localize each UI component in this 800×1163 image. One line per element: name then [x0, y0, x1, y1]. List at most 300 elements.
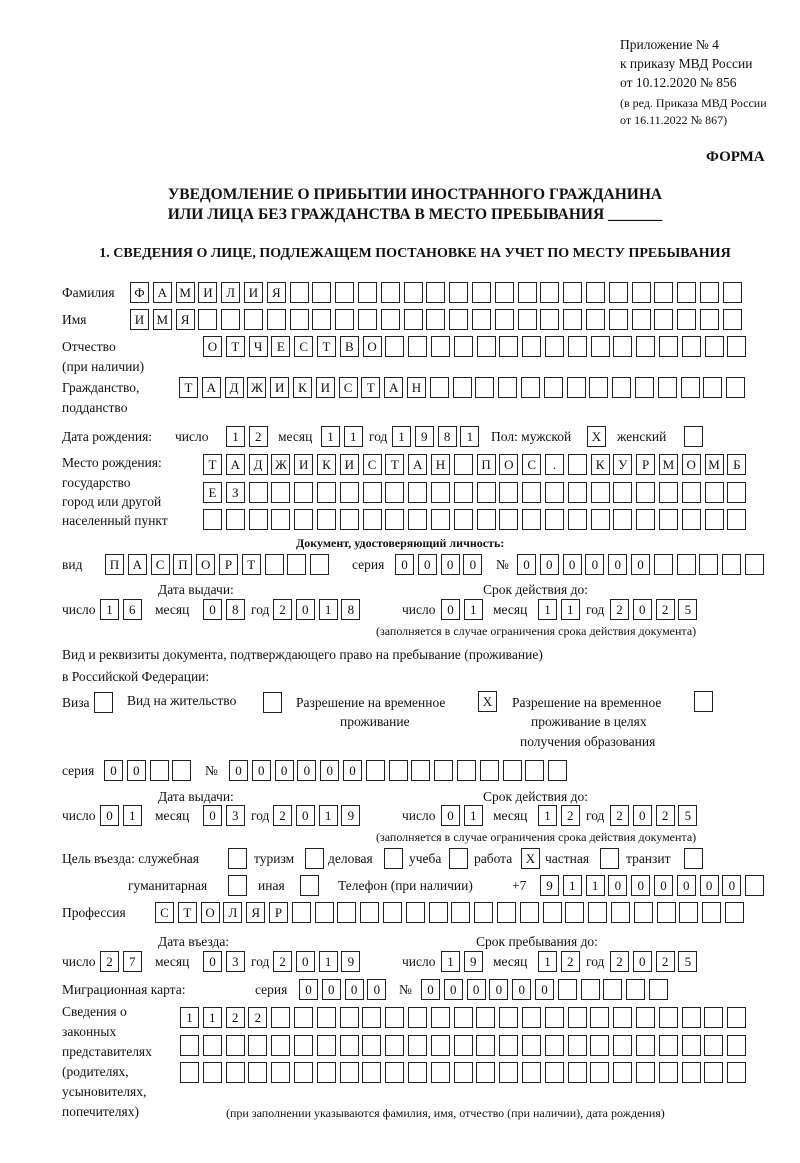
- char-cell[interactable]: [636, 509, 655, 530]
- char-cell[interactable]: 2: [656, 805, 675, 826]
- char-cell[interactable]: [723, 309, 742, 330]
- purpose-transit-checkbox[interactable]: [684, 848, 703, 869]
- char-cell[interactable]: 2: [610, 599, 629, 620]
- char-cell[interactable]: [700, 309, 719, 330]
- entry-year-field[interactable]: [273, 951, 360, 972]
- char-cell[interactable]: 9: [464, 951, 483, 972]
- char-cell[interactable]: [335, 309, 354, 330]
- stay-month-field[interactable]: [538, 951, 580, 972]
- char-cell[interactable]: [543, 902, 562, 923]
- char-cell[interactable]: 8: [438, 426, 457, 447]
- char-cell[interactable]: [203, 1035, 222, 1056]
- char-cell[interactable]: 2: [226, 1007, 245, 1028]
- char-cell[interactable]: М: [705, 454, 724, 475]
- char-cell[interactable]: Т: [226, 336, 245, 357]
- char-cell[interactable]: [727, 509, 746, 530]
- char-cell[interactable]: [563, 309, 582, 330]
- purpose-business-checkbox[interactable]: [384, 848, 403, 869]
- char-cell[interactable]: [385, 509, 404, 530]
- char-cell[interactable]: [613, 1062, 632, 1083]
- char-cell[interactable]: [503, 760, 522, 781]
- char-cell[interactable]: [340, 482, 359, 503]
- char-cell[interactable]: [431, 1007, 450, 1028]
- char-cell[interactable]: [727, 1062, 746, 1083]
- char-cell[interactable]: И: [316, 377, 335, 398]
- char-cell[interactable]: [426, 309, 445, 330]
- char-cell[interactable]: Т: [178, 902, 197, 923]
- char-cell[interactable]: [477, 482, 496, 503]
- char-cell[interactable]: [654, 554, 673, 575]
- char-cell[interactable]: Ж: [271, 454, 290, 475]
- char-cell[interactable]: [499, 1035, 518, 1056]
- char-cell[interactable]: [290, 282, 309, 303]
- char-cell[interactable]: Н: [407, 377, 426, 398]
- char-cell[interactable]: [498, 377, 517, 398]
- char-cell[interactable]: 0: [367, 979, 386, 1000]
- char-cell[interactable]: [340, 1035, 359, 1056]
- char-cell[interactable]: [600, 848, 619, 869]
- entry-day-field[interactable]: [100, 951, 142, 972]
- char-cell[interactable]: [703, 377, 722, 398]
- char-cell[interactable]: 0: [631, 554, 650, 575]
- char-cell[interactable]: [636, 482, 655, 503]
- char-cell[interactable]: [745, 875, 764, 896]
- char-cell[interactable]: 0: [320, 760, 339, 781]
- char-cell[interactable]: [449, 282, 468, 303]
- char-cell[interactable]: [590, 1007, 609, 1028]
- char-cell[interactable]: [632, 282, 651, 303]
- char-cell[interactable]: 0: [421, 979, 440, 1000]
- char-cell[interactable]: [613, 1007, 632, 1028]
- char-cell[interactable]: А: [384, 377, 403, 398]
- char-cell[interactable]: Т: [361, 377, 380, 398]
- char-cell[interactable]: 0: [633, 951, 652, 972]
- char-cell[interactable]: [362, 1062, 381, 1083]
- char-cell[interactable]: [335, 282, 354, 303]
- char-cell[interactable]: [385, 1035, 404, 1056]
- char-cell[interactable]: [540, 309, 559, 330]
- char-cell[interactable]: [150, 760, 169, 781]
- id-kind-field[interactable]: [105, 554, 329, 575]
- citizenship-field[interactable]: [179, 377, 745, 398]
- id-valid-day-field[interactable]: [441, 599, 483, 620]
- char-cell[interactable]: 2: [610, 805, 629, 826]
- id-valid-month-field[interactable]: [538, 599, 580, 620]
- char-cell[interactable]: 0: [441, 599, 460, 620]
- char-cell[interactable]: [294, 1035, 313, 1056]
- char-cell[interactable]: 2: [273, 951, 292, 972]
- char-cell[interactable]: 2: [273, 805, 292, 826]
- char-cell[interactable]: [657, 902, 676, 923]
- char-cell[interactable]: 8: [341, 599, 360, 620]
- char-cell[interactable]: X: [521, 848, 540, 869]
- patronymic-field[interactable]: [203, 336, 746, 357]
- char-cell[interactable]: З: [226, 482, 245, 503]
- char-cell[interactable]: [312, 309, 331, 330]
- char-cell[interactable]: [586, 309, 605, 330]
- char-cell[interactable]: [722, 554, 741, 575]
- char-cell[interactable]: [495, 282, 514, 303]
- char-cell[interactable]: [591, 336, 610, 357]
- char-cell[interactable]: [727, 1035, 746, 1056]
- char-cell[interactable]: [700, 282, 719, 303]
- entry-month-field[interactable]: [203, 951, 245, 972]
- char-cell[interactable]: [454, 1035, 473, 1056]
- char-cell[interactable]: [659, 1035, 678, 1056]
- char-cell[interactable]: [454, 509, 473, 530]
- migration-series-field[interactable]: [299, 979, 386, 1000]
- char-cell[interactable]: [449, 848, 468, 869]
- char-cell[interactable]: [518, 282, 537, 303]
- char-cell[interactable]: О: [682, 454, 701, 475]
- char-cell[interactable]: [591, 482, 610, 503]
- char-cell[interactable]: [454, 1007, 473, 1028]
- char-cell[interactable]: [659, 482, 678, 503]
- char-cell[interactable]: 1: [344, 426, 363, 447]
- char-cell[interactable]: [249, 482, 268, 503]
- char-cell[interactable]: Т: [317, 336, 336, 357]
- char-cell[interactable]: [449, 309, 468, 330]
- char-cell[interactable]: [408, 1035, 427, 1056]
- birthplace-row1[interactable]: [203, 454, 746, 475]
- char-cell[interactable]: [568, 1007, 587, 1028]
- char-cell[interactable]: [659, 336, 678, 357]
- representatives-row1[interactable]: [180, 1007, 746, 1028]
- char-cell[interactable]: [568, 482, 587, 503]
- char-cell[interactable]: 2: [610, 951, 629, 972]
- char-cell[interactable]: [271, 1035, 290, 1056]
- char-cell[interactable]: [499, 482, 518, 503]
- char-cell[interactable]: Я: [246, 902, 265, 923]
- char-cell[interactable]: С: [522, 454, 541, 475]
- char-cell[interactable]: А: [408, 454, 427, 475]
- char-cell[interactable]: [723, 282, 742, 303]
- char-cell[interactable]: [300, 875, 319, 896]
- char-cell[interactable]: [727, 1007, 746, 1028]
- char-cell[interactable]: [317, 482, 336, 503]
- char-cell[interactable]: [522, 509, 541, 530]
- char-cell[interactable]: [727, 482, 746, 503]
- char-cell[interactable]: М: [659, 454, 678, 475]
- char-cell[interactable]: 0: [203, 951, 222, 972]
- char-cell[interactable]: 0: [631, 875, 650, 896]
- char-cell[interactable]: 0: [104, 760, 123, 781]
- char-cell[interactable]: [226, 1035, 245, 1056]
- char-cell[interactable]: [659, 1062, 678, 1083]
- char-cell[interactable]: Т: [179, 377, 198, 398]
- char-cell[interactable]: [408, 1062, 427, 1083]
- char-cell[interactable]: 0: [297, 760, 316, 781]
- char-cell[interactable]: [725, 902, 744, 923]
- phone-field[interactable]: [540, 875, 764, 896]
- char-cell[interactable]: 1: [460, 426, 479, 447]
- residence-checkbox[interactable]: [263, 692, 282, 713]
- char-cell[interactable]: О: [499, 454, 518, 475]
- name-field[interactable]: [130, 309, 742, 330]
- char-cell[interactable]: 5: [678, 951, 697, 972]
- char-cell[interactable]: [385, 336, 404, 357]
- char-cell[interactable]: [705, 509, 724, 530]
- char-cell[interactable]: [385, 1007, 404, 1028]
- char-cell[interactable]: 1: [538, 599, 557, 620]
- char-cell[interactable]: [545, 336, 564, 357]
- char-cell[interactable]: [563, 282, 582, 303]
- char-cell[interactable]: [477, 509, 496, 530]
- char-cell[interactable]: 0: [395, 554, 414, 575]
- char-cell[interactable]: [609, 309, 628, 330]
- edu-residence-checkbox[interactable]: [694, 691, 713, 712]
- char-cell[interactable]: К: [591, 454, 610, 475]
- char-cell[interactable]: [565, 902, 584, 923]
- purpose-private-checkbox[interactable]: [600, 848, 619, 869]
- char-cell[interactable]: [635, 377, 654, 398]
- char-cell[interactable]: [385, 1062, 404, 1083]
- char-cell[interactable]: [362, 1035, 381, 1056]
- char-cell[interactable]: [431, 509, 450, 530]
- char-cell[interactable]: П: [173, 554, 192, 575]
- char-cell[interactable]: М: [153, 309, 172, 330]
- id-issue-day-field[interactable]: [100, 599, 142, 620]
- char-cell[interactable]: [271, 1007, 290, 1028]
- char-cell[interactable]: [634, 902, 653, 923]
- char-cell[interactable]: [315, 902, 334, 923]
- char-cell[interactable]: 1: [319, 805, 338, 826]
- char-cell[interactable]: [198, 309, 217, 330]
- char-cell[interactable]: Я: [176, 309, 195, 330]
- char-cell[interactable]: У: [613, 454, 632, 475]
- char-cell[interactable]: [588, 902, 607, 923]
- stay-day-field[interactable]: [441, 951, 483, 972]
- char-cell[interactable]: [454, 1062, 473, 1083]
- char-cell[interactable]: 0: [127, 760, 146, 781]
- birth-year-field[interactable]: [392, 426, 479, 447]
- char-cell[interactable]: 0: [345, 979, 364, 1000]
- char-cell[interactable]: [248, 1035, 267, 1056]
- char-cell[interactable]: [521, 377, 540, 398]
- char-cell[interactable]: [312, 282, 331, 303]
- char-cell[interactable]: Е: [203, 482, 222, 503]
- purpose-work-checkbox[interactable]: [521, 848, 540, 869]
- char-cell[interactable]: [497, 902, 516, 923]
- char-cell[interactable]: 0: [633, 599, 652, 620]
- char-cell[interactable]: [408, 336, 427, 357]
- char-cell[interactable]: 3: [226, 805, 245, 826]
- char-cell[interactable]: [94, 692, 113, 713]
- char-cell[interactable]: [305, 848, 324, 869]
- char-cell[interactable]: [704, 1007, 723, 1028]
- char-cell[interactable]: [658, 377, 677, 398]
- char-cell[interactable]: И: [294, 454, 313, 475]
- char-cell[interactable]: [649, 979, 668, 1000]
- char-cell[interactable]: [684, 848, 703, 869]
- char-cell[interactable]: [434, 760, 453, 781]
- char-cell[interactable]: [682, 336, 701, 357]
- char-cell[interactable]: И: [340, 454, 359, 475]
- char-cell[interactable]: А: [226, 454, 245, 475]
- char-cell[interactable]: [499, 509, 518, 530]
- char-cell[interactable]: [454, 336, 473, 357]
- char-cell[interactable]: [474, 902, 493, 923]
- char-cell[interactable]: [358, 309, 377, 330]
- char-cell[interactable]: 0: [700, 875, 719, 896]
- char-cell[interactable]: [203, 1062, 222, 1083]
- char-cell[interactable]: [337, 902, 356, 923]
- char-cell[interactable]: И: [130, 309, 149, 330]
- char-cell[interactable]: [726, 377, 745, 398]
- char-cell[interactable]: [654, 309, 673, 330]
- char-cell[interactable]: Т: [385, 454, 404, 475]
- char-cell[interactable]: [244, 309, 263, 330]
- char-cell[interactable]: [362, 1007, 381, 1028]
- char-cell[interactable]: Т: [242, 554, 261, 575]
- char-cell[interactable]: [358, 282, 377, 303]
- stay-issue-month-field[interactable]: [203, 805, 245, 826]
- char-cell[interactable]: 0: [677, 875, 696, 896]
- char-cell[interactable]: [172, 760, 191, 781]
- temp-residence-checkbox[interactable]: [478, 691, 497, 712]
- char-cell[interactable]: X: [587, 426, 606, 447]
- char-cell[interactable]: [590, 1035, 609, 1056]
- char-cell[interactable]: 0: [463, 554, 482, 575]
- char-cell[interactable]: [545, 1062, 564, 1083]
- char-cell[interactable]: [704, 1062, 723, 1083]
- char-cell[interactable]: [520, 902, 539, 923]
- char-cell[interactable]: 8: [226, 599, 245, 620]
- char-cell[interactable]: [544, 377, 563, 398]
- char-cell[interactable]: [271, 509, 290, 530]
- char-cell[interactable]: [248, 1062, 267, 1083]
- char-cell[interactable]: [265, 554, 284, 575]
- char-cell[interactable]: [659, 509, 678, 530]
- char-cell[interactable]: [454, 454, 473, 475]
- char-cell[interactable]: 0: [275, 760, 294, 781]
- char-cell[interactable]: [545, 1035, 564, 1056]
- char-cell[interactable]: 0: [100, 805, 119, 826]
- char-cell[interactable]: [603, 979, 622, 1000]
- char-cell[interactable]: [383, 902, 402, 923]
- char-cell[interactable]: [682, 482, 701, 503]
- char-cell[interactable]: [454, 482, 473, 503]
- char-cell[interactable]: Т: [203, 454, 222, 475]
- char-cell[interactable]: 0: [343, 760, 362, 781]
- char-cell[interactable]: 9: [540, 875, 559, 896]
- char-cell[interactable]: 1: [180, 1007, 199, 1028]
- char-cell[interactable]: 0: [441, 554, 460, 575]
- char-cell[interactable]: 1: [123, 805, 142, 826]
- char-cell[interactable]: [294, 482, 313, 503]
- char-cell[interactable]: Я: [267, 282, 286, 303]
- char-cell[interactable]: [545, 482, 564, 503]
- char-cell[interactable]: [180, 1035, 199, 1056]
- char-cell[interactable]: [522, 1062, 541, 1083]
- char-cell[interactable]: [263, 692, 282, 713]
- char-cell[interactable]: 0: [467, 979, 486, 1000]
- char-cell[interactable]: С: [294, 336, 313, 357]
- char-cell[interactable]: .: [545, 454, 564, 475]
- char-cell[interactable]: Л: [223, 902, 242, 923]
- char-cell[interactable]: [636, 1062, 655, 1083]
- char-cell[interactable]: [431, 1062, 450, 1083]
- char-cell[interactable]: [677, 282, 696, 303]
- birthplace-row3[interactable]: [203, 509, 746, 530]
- char-cell[interactable]: 6: [123, 599, 142, 620]
- char-cell[interactable]: [477, 336, 496, 357]
- char-cell[interactable]: 9: [341, 951, 360, 972]
- char-cell[interactable]: [590, 1062, 609, 1083]
- representatives-row3[interactable]: [180, 1062, 746, 1083]
- char-cell[interactable]: [659, 1007, 678, 1028]
- char-cell[interactable]: [522, 1007, 541, 1028]
- char-cell[interactable]: О: [201, 902, 220, 923]
- char-cell[interactable]: 1: [100, 599, 119, 620]
- char-cell[interactable]: [203, 509, 222, 530]
- char-cell[interactable]: [499, 336, 518, 357]
- char-cell[interactable]: Р: [269, 902, 288, 923]
- char-cell[interactable]: 2: [656, 951, 675, 972]
- char-cell[interactable]: [684, 426, 703, 447]
- stay-valid-day-field[interactable]: [441, 805, 483, 826]
- char-cell[interactable]: [558, 979, 577, 1000]
- char-cell[interactable]: [389, 760, 408, 781]
- char-cell[interactable]: X: [478, 691, 497, 712]
- char-cell[interactable]: [704, 1035, 723, 1056]
- char-cell[interactable]: [429, 902, 448, 923]
- char-cell[interactable]: Ф: [130, 282, 149, 303]
- char-cell[interactable]: 7: [123, 951, 142, 972]
- char-cell[interactable]: 0: [444, 979, 463, 1000]
- char-cell[interactable]: [381, 309, 400, 330]
- char-cell[interactable]: [499, 1007, 518, 1028]
- char-cell[interactable]: [476, 1007, 495, 1028]
- char-cell[interactable]: 2: [248, 1007, 267, 1028]
- char-cell[interactable]: 5: [678, 599, 697, 620]
- char-cell[interactable]: [180, 1062, 199, 1083]
- char-cell[interactable]: 0: [322, 979, 341, 1000]
- char-cell[interactable]: О: [203, 336, 222, 357]
- char-cell[interactable]: [682, 1007, 701, 1028]
- char-cell[interactable]: [411, 760, 430, 781]
- char-cell[interactable]: Р: [219, 554, 238, 575]
- char-cell[interactable]: 3: [226, 951, 245, 972]
- char-cell[interactable]: С: [155, 902, 174, 923]
- char-cell[interactable]: [317, 509, 336, 530]
- char-cell[interactable]: [292, 902, 311, 923]
- char-cell[interactable]: [677, 554, 696, 575]
- char-cell[interactable]: Н: [431, 454, 450, 475]
- char-cell[interactable]: 0: [441, 805, 460, 826]
- char-cell[interactable]: [221, 309, 240, 330]
- char-cell[interactable]: Ч: [249, 336, 268, 357]
- char-cell[interactable]: 0: [296, 805, 315, 826]
- char-cell[interactable]: 2: [100, 951, 119, 972]
- char-cell[interactable]: 0: [535, 979, 554, 1000]
- char-cell[interactable]: 1: [464, 599, 483, 620]
- char-cell[interactable]: [522, 336, 541, 357]
- char-cell[interactable]: [426, 282, 445, 303]
- char-cell[interactable]: [568, 454, 587, 475]
- char-cell[interactable]: [682, 1035, 701, 1056]
- char-cell[interactable]: [545, 509, 564, 530]
- char-cell[interactable]: И: [244, 282, 263, 303]
- char-cell[interactable]: 9: [341, 805, 360, 826]
- char-cell[interactable]: А: [153, 282, 172, 303]
- char-cell[interactable]: И: [270, 377, 289, 398]
- char-cell[interactable]: [363, 482, 382, 503]
- char-cell[interactable]: [294, 1007, 313, 1028]
- char-cell[interactable]: [522, 482, 541, 503]
- stay-year-field[interactable]: [610, 951, 697, 972]
- char-cell[interactable]: Р: [636, 454, 655, 475]
